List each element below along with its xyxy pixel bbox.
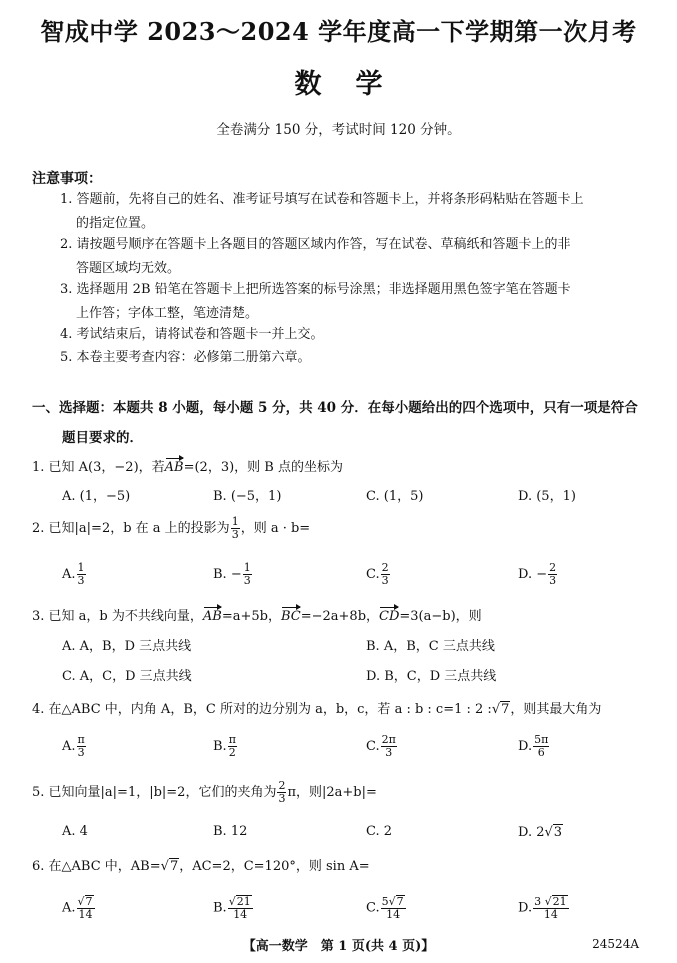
note-item-3-cont: 上作答；字体工整，笔迹清楚。 [76,306,259,321]
section-heading: 一、选择题：本题共 8 小题，每小题 5 分，共 40 分．在每小题给出的四个选项中，只有一项是符合 [32,400,638,416]
note-item-2-cont: 答题区域均无效。 [76,261,181,276]
q5-option-c: C. 2 [366,824,393,839]
note-item-3: 3. 选择题用 2B 铅笔在答题卡上把所选答案的标号涂黑；非选择题用黑色签字笔在答题卡 [60,282,571,297]
q2-option-b: B. − $\frac{1}{3}$ [213,561,251,587]
question-3-stem: 3. 已知 a，b 为不共线向量，AB=a+5b，BC=−2a+8b，CD=3(a−b)，则 [32,609,482,624]
note-item-1: 1. 答题前，先将自己的姓名、准考证号填写在试卷和答题卡上，并将条形码粘贴在答题卡上 [60,192,584,207]
question-6-stem: 6. 在△ABC 中，AB=√7，AC=2，C=120°，则 sin A= [32,859,370,874]
paper-code: 24524A [592,937,639,951]
note-item-4: 4. 考试结束后，请将试卷和答题卡一并上交。 [60,327,324,342]
q2-option-c: C. $\frac{2}{3}$ [366,561,389,587]
vector-ab: AB [164,460,184,475]
exam-info: 全卷满分 150 分，考试时间 120 分钟。 [216,122,461,138]
note-item-5: 5. 本卷主要考查内容：必修第二册第六章。 [60,350,311,365]
q5-option-b: B. 12 [213,824,248,839]
q3-option-a: A. A，B，D 三点共线 [62,639,192,654]
section-heading-cont: 题目要求的． [62,430,143,446]
question-2-stem: 2. 已知|a|=2，b 在 a 上的投影为 $\frac{1}{3}$ ，则 a · b= [32,515,311,541]
q6-option-b: B. $\frac{√21}{14}$ [213,895,251,921]
subject-title: 数学 [294,69,417,100]
note-item-1-cont: 的指定位置。 [76,216,155,231]
q6-option-d: D. $\frac{3 √21}{14}$ [518,895,567,921]
q4-option-b: B. $\frac{\pi}{2}$ [213,733,236,759]
question-1-stem: 1. 已知 A(3，−2)，若AB=(2，3)，则 B 点的坐标为 [32,460,343,475]
q1-option-d: D. (5，1) [518,489,576,504]
q1-option-b: B. (−5，1) [213,489,282,504]
q3-option-d: D. B，C，D 三点共线 [366,669,497,684]
question-5-stem: 5. 已知向量|a|=1，|b|=2，它们的夹角为 $\frac{2}{3}$ π，则|2a+b|= [32,779,377,805]
q5-option-d: D. 2√3 [518,825,563,840]
q3-option-c: C. A，C，D 三点共线 [62,669,192,684]
q1-option-a: A. (1，−5) [62,489,131,504]
q1-option-c: C. (1，5) [366,489,424,504]
q4-option-a: A. $\frac{\pi}{3}$ [62,733,85,759]
q2-option-d: D. − $\frac{2}{3}$ [518,561,557,587]
page-footer: 【高一数学 第 1 页(共 4 页)】 [242,939,435,954]
notes-heading: 注意事项： [32,171,102,187]
q4-option-d: D. $\frac{5\pi}{6}$ [518,733,549,759]
q2-option-a: A. $\frac{1}{3}$ [62,561,85,587]
q5-option-a: A. 4 [62,824,88,839]
q4-option-c: C. $\frac{2\pi}{3}$ [366,733,396,759]
note-item-2: 2. 请按题号顺序在答题卡上各题目的答题区域内作答，写在试卷、草稿纸和答题卡上的非 [60,237,571,252]
q3-option-b: B. A，B，C 三点共线 [366,639,495,654]
exam-title: 智成中学 2023～2024 学年度高一下学期第一次月考 [40,17,637,46]
q6-option-a: A. $\frac{√7}{14}$ [62,895,93,921]
q6-option-c: C. $\frac{5√7}{14}$ [366,895,404,921]
question-4-stem: 4. 在△ABC 中，内角 A，B，C 所对的边分别为 a，b，c，若 a : b : c=1 : 2 :√7，则其最大角为 [32,702,602,717]
